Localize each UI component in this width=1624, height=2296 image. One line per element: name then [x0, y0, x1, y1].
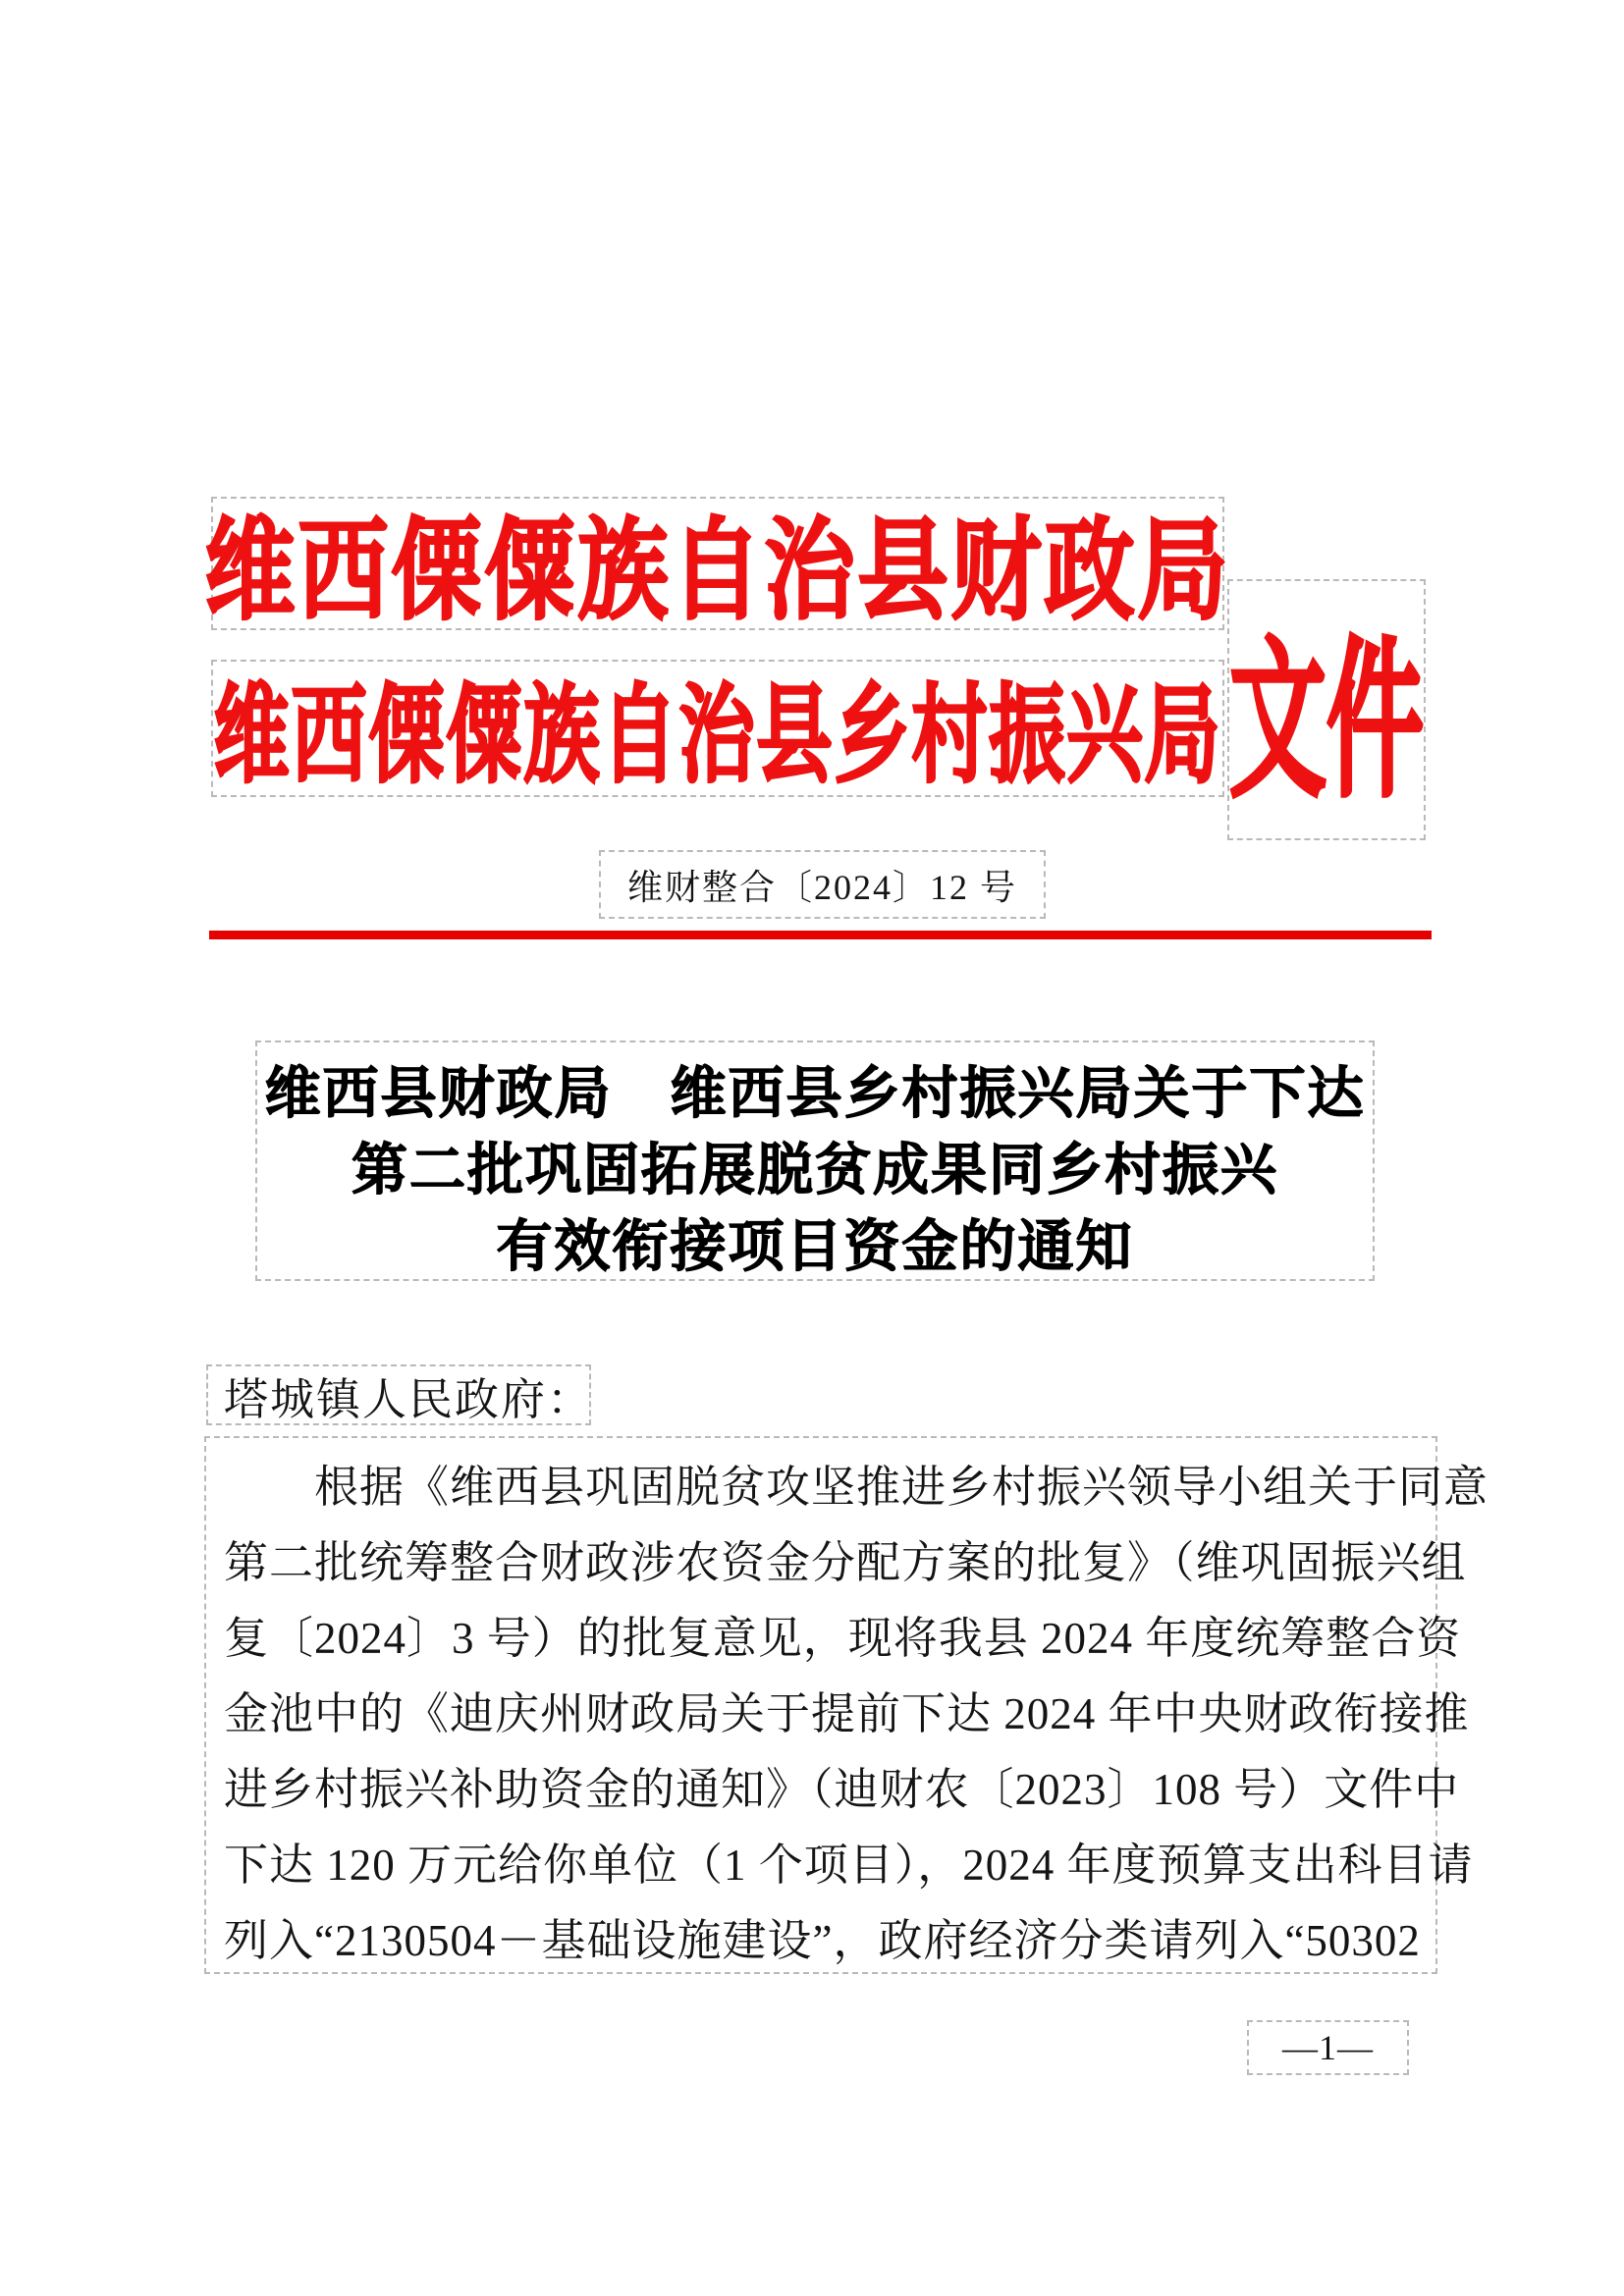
agency-name-line-2 [211, 660, 1224, 797]
paragraph-line: 列入“2130504－基础设施建设”，政府经济分类请列入“50302 [224, 1916, 1421, 1965]
paragraph-line: 复〔2024〕3 号）的批复意见，现将我县 2024 年度统筹整合资 [224, 1614, 1462, 1663]
paragraph-line: 根据《维西县巩固脱贫攻坚推进乡村振兴领导小组关于同意 [314, 1463, 1489, 1512]
doc-type-label [1227, 579, 1426, 840]
agency-name-line-2-text: 维西傈僳族自治县乡村振兴局 [213, 674, 1222, 795]
doc-type-label-text: 文件 [1229, 628, 1424, 820]
document-title [255, 1041, 1375, 1281]
paragraph-line: 第二批统筹整合财政涉农资金分配方案的批复》（维巩固振兴组 [224, 1538, 1467, 1587]
title-line-1: 维西县财政局 维西县乡村振兴局关于下达 [264, 1063, 1366, 1125]
paragraph-line: 金池中的《迪庆州财政局关于提前下达 2024 年中央财政衔接推 [224, 1689, 1470, 1738]
salutation: 塔城镇人民政府： [224, 1374, 594, 1424]
agency-name-line-1-text: 维西傈僳族自治县财政局 [204, 510, 1231, 633]
salutation-box [206, 1364, 594, 1425]
paragraph-line: 下达 120 万元给你单位（1 个项目），2024 年度预算支出科目请 [224, 1841, 1474, 1890]
paragraph-line: 进乡村振兴补助资金的通知》（迪财农〔2023〕108 号）文件中 [224, 1765, 1460, 1814]
doc-number: 维财整合〔2024〕12 号 [626, 867, 1017, 907]
title-line-3: 有效衔接项目资金的通知 [496, 1216, 1134, 1278]
page-number-box [1247, 2020, 1409, 2075]
red-separator-rule [209, 931, 1432, 939]
body-paragraph [204, 1436, 1489, 1974]
page-number: —1— [1282, 2028, 1374, 2067]
agency-name-line-1 [204, 497, 1231, 633]
title-line-2: 第二批巩固拓展脱贫成果同乡村振兴 [352, 1140, 1278, 1201]
doc-number-box [599, 850, 1046, 919]
